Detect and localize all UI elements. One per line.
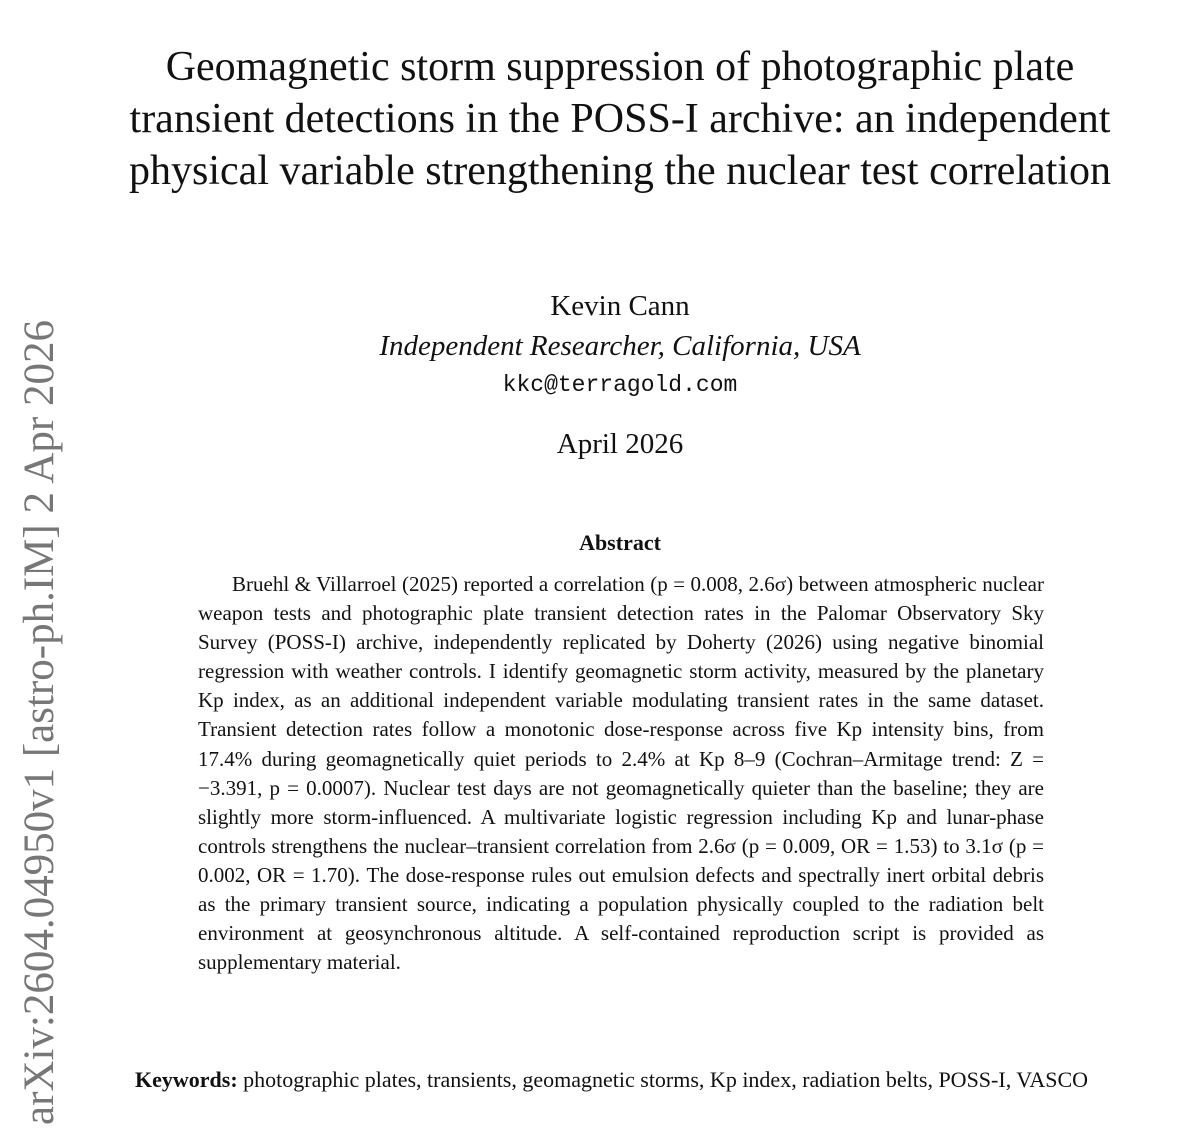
abstract-heading: Abstract	[579, 530, 661, 555]
keywords-list: photographic plates, transients, geomagnetic storms, Kp index, radiation belts, POSS-I, VASCO	[243, 1067, 1089, 1092]
author-name: Kevin Cann	[550, 290, 690, 322]
publication-date: April 2026	[556, 428, 684, 460]
keywords-line	[135, 1065, 1110, 1094]
paper-title: Geomagnetic storm suppression of photographic plate transient detections in the POSS-I archive: an independent physical variable strengthening the nuclear test correlation	[129, 44, 1111, 194]
abstract-text: Bruehl & Villarroel (2025) reported a correlation (p = 0.008, 2.6σ) between atmospheric nuclear weapon tests and photographic plate transient detection rates in the Palomar Observatory Sky Survey (POSS-I) archive, independently replicated by Doherty (2026) using negative binomial regression with weather controls. I identify geomagnetic storm activity, measured by the planetary Kp index, as an additional independent variable modulating transient rates in the same dataset. Transient detection rates follow a monotonic dose-response across five Kp intensity bins, from 17.4% during geomagnetically quiet periods to 2.4% at Kp 8–9 (Cochran–Armitage trend: Z = −3.391, p = 0.0007). Nuclear test days are not geomagnetically quieter than the baseline; they are slightly more storm-influenced. A multivariate logistic regression including Kp and lunar-phase controls strengthens the nuclear–transient correlation from 2.6σ (p = 0.009, OR = 1.53) to 3.1σ (p = 0.002, OR = 1.70). The dose-response rules out emulsion defects and spectrally inert orbital debris as the primary transient source, indicating a population physically coupled to the radiation belt environment at geosynchronous altitude. A self-contained reproduction script is provided as supplementary material.	[198, 572, 1044, 975]
keywords-label: Keywords:	[135, 1067, 238, 1092]
author-email[interactable]: kkc@terragold.com	[502, 372, 738, 398]
author-affiliation: Independent Researcher, California, USA	[379, 330, 861, 362]
arxiv-identifier: arXiv:2604.04950v1 [astro-ph.IM] 2 Apr 2026	[16, 320, 63, 1125]
